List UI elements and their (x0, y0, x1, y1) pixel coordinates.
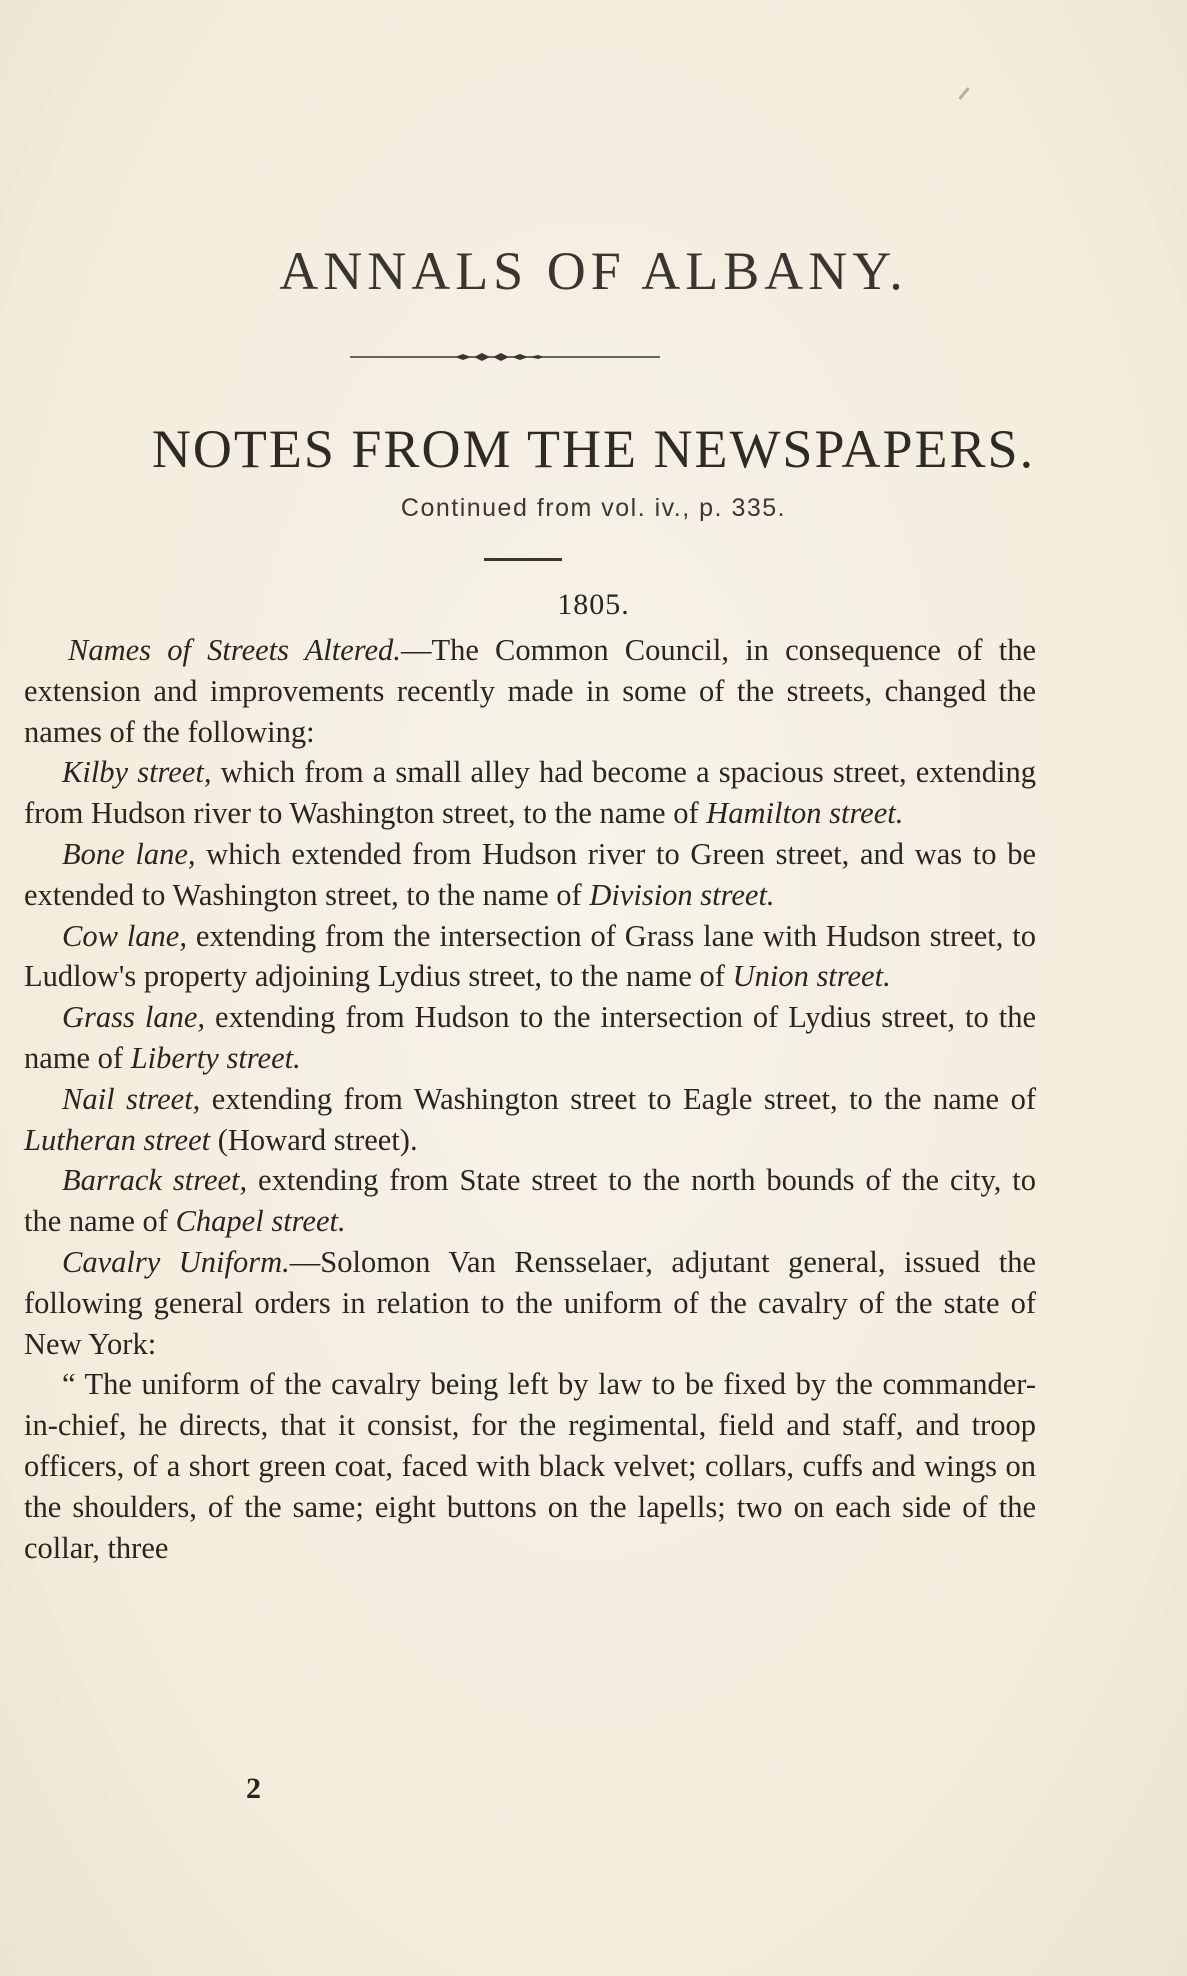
text-run: (Howard street). (210, 1122, 418, 1157)
text-run: “ The uniform of the cavalry being left by law to be fixed by the commander-in-chief, he directs, that it consist, for the regimental, field and staff, and troop officers, of a short green coat, faced with black velvet; collars, cuffs and wings on the shoulders, of the same; eight buttons on the lapells; two on each side of the collar, three (24, 1367, 1036, 1565)
text-run: which from a small alley had become a spacious street, extending from Hudson river to Washington street, to the name of (24, 755, 1036, 831)
italic-phrase: Cow lane, (62, 918, 187, 953)
italic-phrase: Kilby street, (62, 755, 212, 790)
italic-phrase: Chapel street. (175, 1204, 346, 1239)
italic-phrase: Hamilton street. (706, 796, 904, 831)
text-run: extending from Hudson to the intersection of Lydius street, to the name of (24, 1000, 1036, 1075)
paragraph (24, 1364, 1036, 1568)
paragraph (24, 916, 1036, 998)
continuation-note: Continued from vol. iv., p. 335. (400, 494, 787, 522)
folio-number: 2 (246, 1772, 261, 1805)
body-text (24, 630, 1036, 1568)
paragraph (24, 630, 1036, 752)
italic-phrase: Bone lane, (62, 836, 196, 871)
paragraph (24, 1079, 1036, 1161)
italic-phrase: Nail street, (62, 1081, 201, 1116)
section-heading: NOTES FROM THE NEWSPAPERS. (151, 419, 1036, 479)
page-title: ANNALS OF ALBANY. (279, 241, 908, 301)
text-run: extending from Washington street to Eagle street, to the name of (200, 1081, 1036, 1116)
italic-phrase: Union street. (732, 959, 891, 994)
text-run: —The Common Council, in consequence of the extension and improvements recently made in some of the streets, changed the names of the following: (24, 633, 1036, 749)
year-heading: 1805. (557, 588, 630, 621)
text-run: which extended from Hudson river to Green street, and was to be extended to Washington street, to the name of (24, 836, 1036, 912)
italic-phrase: Grass lane, (62, 1000, 206, 1035)
italic-phrase: Liberty street. (130, 1040, 301, 1075)
text-run: extending from State street to the north bounds of the city, to the name of (24, 1163, 1036, 1239)
paragraph (24, 997, 1036, 1079)
italic-phrase: Lutheran street (24, 1122, 211, 1157)
italic-phrase: Division street. (589, 877, 775, 912)
paragraph (24, 1242, 1036, 1364)
stray-mark (958, 87, 969, 100)
paragraph (24, 834, 1036, 916)
italic-phrase: Barrack street, (62, 1163, 248, 1198)
ornament-divider (350, 351, 660, 363)
text-run: —Solomon Van Rensselaer, adjutant general, issued the following general orders in relation to the uniform of the cavalry of the state of New York: (24, 1244, 1036, 1361)
text-run: extending from the intersection of Grass lane with Hudson street, to Ludlow's property adjoining Lydius street, to the name of (24, 918, 1036, 994)
paragraph (24, 752, 1036, 834)
italic-phrase: Cavalry Uniform. (62, 1244, 290, 1279)
paragraph (24, 1160, 1036, 1242)
italic-phrase: Names of Streets Altered. (68, 633, 401, 667)
short-rule (484, 558, 562, 561)
